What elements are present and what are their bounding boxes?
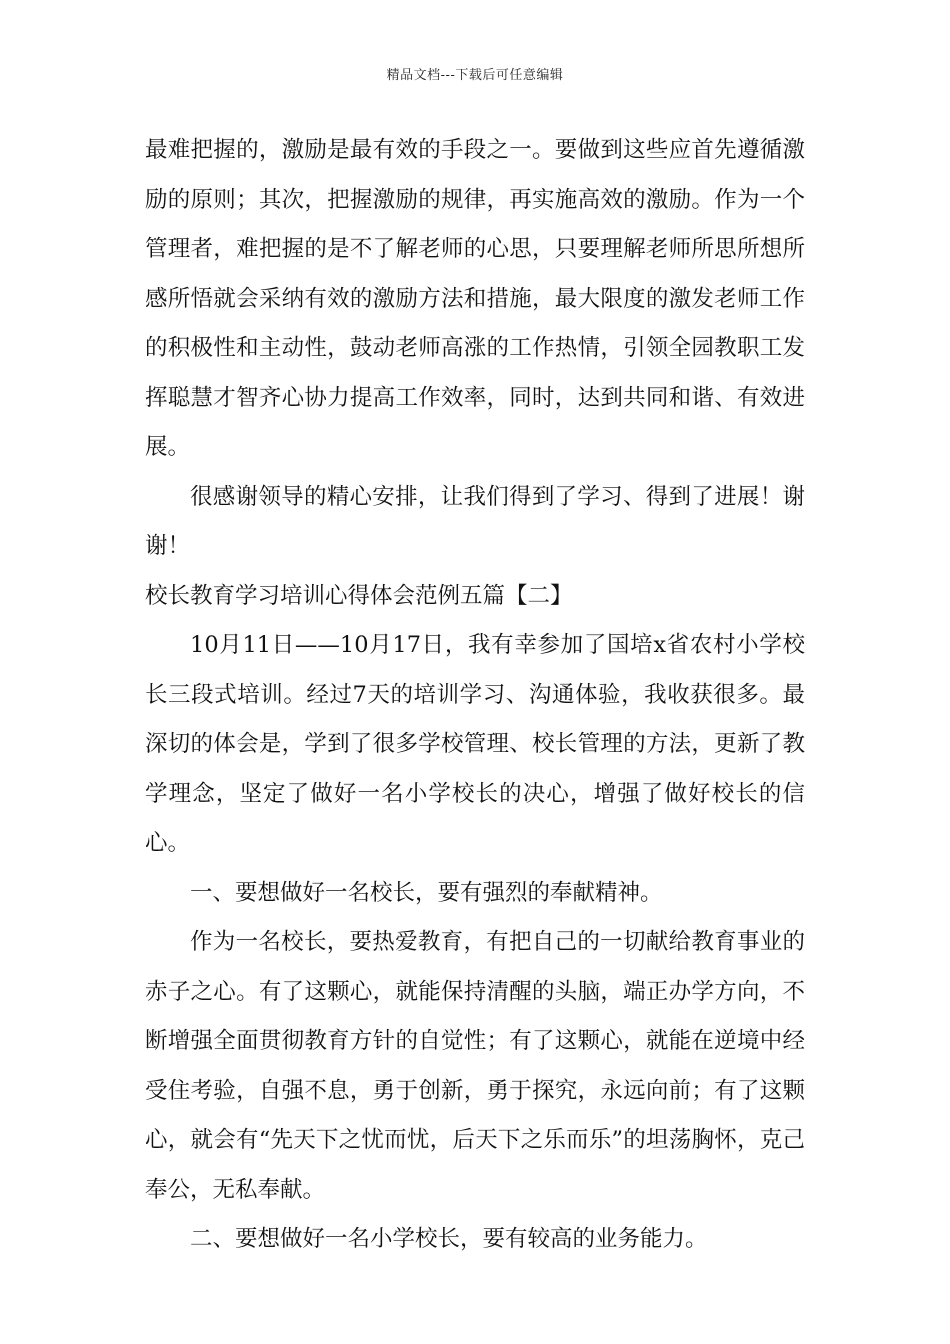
paragraph-dedication: 作为一名校长，要热爱教育，有把自己的一切献给教育事业的赤子之心。有了这颗心，就能保持清醒的头脑，端正办学方向，不断增强全面贯彻教育方针的自觉性；有了这颗心，就能在逆境中经受住考验，自强不息，勇于创新，勇于探究，永远向前；有了这颗心，就会有“先天下之忧而忧，后天下之乐而乐”的坦荡胸怀，克己奉公，无私奉献。 (145, 929, 805, 1203)
heading-point-one: 一、要想做好一名校长，要有强烈的奉献精神。 (190, 879, 663, 906)
section-title: 校长教育学习培训心得体会范例五篇【二】 (145, 582, 573, 609)
document-body (145, 126, 805, 1265)
heading-point-two: 二、要想做好一名小学校长，要有较高的业务能力。 (190, 1226, 708, 1252)
paragraph-incentive: 最难把握的，激励是最有效的手段之一。要做到这些应首先遵循激励的原则；其次，把握激励的规律，再实施高效的激励。作为一个管理者，难把握的是不了解老师的心思，只要理解老师所思所想所感所悟就会采纳有效的激励方法和措施，最大限度的激发老师工作的积极性和主动性，鼓动老师高涨的工作热情，引领全园教职工发挥聪慧才智齐心协力提高工作效率，同时，达到共同和谐、有效进展。 (145, 137, 805, 460)
page-header: 精品文档---下载后可任意编辑 (386, 68, 564, 83)
paragraph-thanks: 很感谢领导的精心安排，让我们得到了学习、得到了进展！谢谢！ (145, 483, 805, 559)
paragraph-training-intro: 10月11日——10月17日，我有幸参加了国培x省农村小学校长三段式培训。经过7天的培训学习、沟通体验，我收获很多。最深切的体会是，学到了很多学校管理、校长管理的方法，更新了教学理念，坚定了做好一名小学校长的决心，增强了做好校长的信心。 (145, 632, 805, 856)
